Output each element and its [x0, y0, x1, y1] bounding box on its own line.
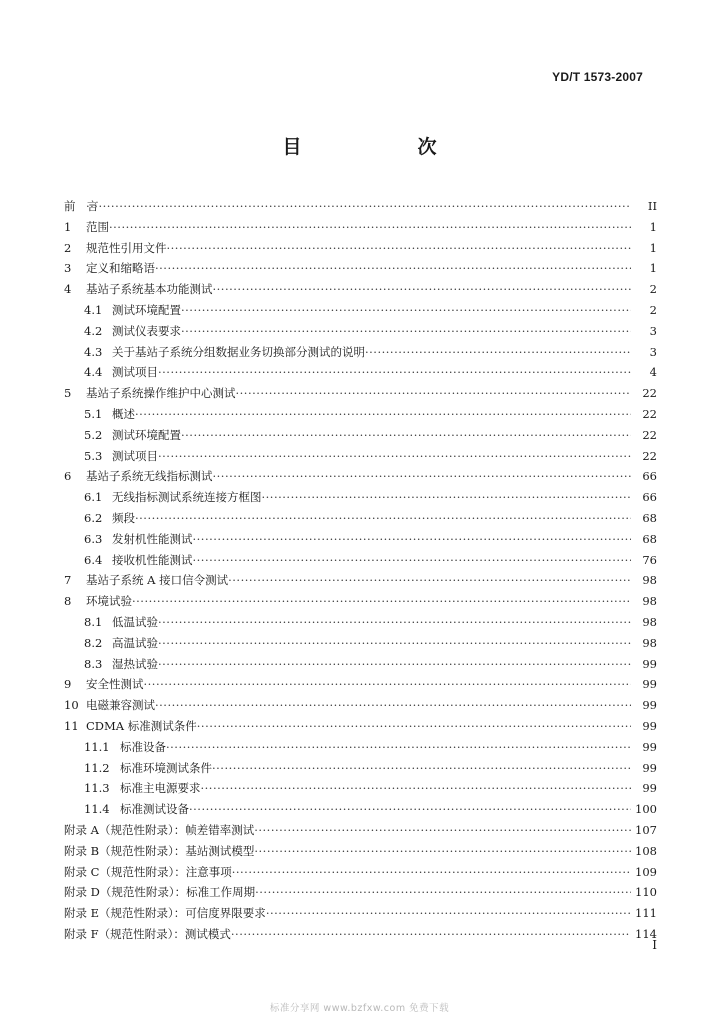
toc-entry[interactable]: [64, 383, 657, 404]
toc-entry-label: [64, 570, 631, 591]
toc-entry-title: 定义和缩略语: [86, 261, 155, 276]
toc-entry-number: 8.1: [84, 614, 103, 629]
toc-entry-number: 附录 B（规范性附录）：: [64, 843, 186, 858]
watermark: 标准分享网 www.bzfxw.com 免费下载: [269, 1003, 450, 1014]
toc-entry-page: 99: [641, 716, 657, 737]
toc-entry[interactable]: [64, 425, 657, 446]
toc-entry-label: [64, 758, 631, 779]
toc-entry-title: 高温试验: [112, 635, 158, 650]
toc-entry-title: 标准主电源要求: [120, 781, 201, 796]
toc-entry[interactable]: [64, 217, 657, 238]
toc-entry-page: 4: [649, 362, 657, 383]
toc-entry-title: 标准设备: [120, 739, 166, 754]
toc-entry-page: 22: [641, 383, 657, 404]
toc-entry-page: 99: [641, 654, 657, 675]
toc-entry-number: 6.3: [84, 531, 103, 546]
toc-entry-page: 66: [641, 487, 657, 508]
toc-entry-number: 6.2: [84, 510, 103, 525]
toc-entry-label: [64, 321, 631, 342]
toc-entry-page: 68: [641, 529, 657, 550]
toc-entry-label: [64, 217, 631, 238]
toc-entry-page: 99: [641, 737, 657, 758]
toc-entry-number: 4.3: [84, 344, 103, 359]
toc-entry-number: 6: [64, 469, 72, 484]
toc-entry-number: 5.1: [84, 406, 103, 421]
toc-entry-number: 1: [64, 219, 72, 234]
toc-entry-title: 关于基站子系统分组数据业务切换部分测试的说明: [112, 344, 365, 359]
toc-entry-title: 低温试验: [112, 614, 158, 629]
toc-entry[interactable]: [64, 196, 657, 217]
toc-entry[interactable]: [64, 529, 657, 550]
toc-entry-label: [64, 633, 631, 654]
toc-entry-number: 6.4: [84, 552, 103, 567]
toc-entry[interactable]: [64, 841, 657, 862]
toc-entry[interactable]: [64, 612, 657, 633]
toc-entry-page: 1: [649, 238, 657, 259]
toc-entry-title: 频段: [112, 510, 135, 525]
toc-entry-number: 11.4: [84, 802, 110, 817]
toc-entry-title: CDMA 标准测试条件: [86, 718, 197, 733]
toc-entry-label: [64, 550, 631, 571]
toc-entry-number: 3: [64, 261, 72, 276]
toc-entry-title: 基站子系统 A 接口信令测试: [86, 573, 229, 588]
toc-entry-title: 范围: [86, 219, 109, 234]
toc-entry[interactable]: [64, 924, 657, 945]
toc-entry-page: 109: [634, 862, 657, 883]
toc-entry-label: [64, 903, 631, 924]
toc-title: 目 次: [282, 136, 463, 158]
toc-entry-number: 4: [64, 282, 72, 297]
toc-entry-page: 100: [634, 799, 657, 820]
toc-entry-title: 标准环境测试条件: [120, 760, 212, 775]
toc-entry-page: 22: [641, 404, 657, 425]
toc-entry[interactable]: [64, 550, 657, 571]
toc-entry[interactable]: [64, 466, 657, 487]
toc-entry-number: 4.1: [84, 302, 103, 317]
toc-entry-page: 98: [641, 570, 657, 591]
toc-entry-page: 2: [649, 279, 657, 300]
toc-entry[interactable]: [64, 654, 657, 675]
toc-entry-number: 5: [64, 386, 72, 401]
table-of-contents: [64, 196, 657, 945]
toc-entry-label: [64, 778, 631, 799]
toc-entry[interactable]: [64, 570, 657, 591]
toc-entry-label: [64, 862, 631, 883]
toc-entry-title: 环境试验: [86, 594, 132, 609]
toc-entry-page: 98: [641, 612, 657, 633]
toc-entry-title: 发射机性能测试: [112, 531, 193, 546]
toc-entry-page: II: [647, 196, 657, 217]
toc-entry-number: 10: [64, 698, 79, 713]
toc-entry[interactable]: [64, 321, 657, 342]
toc-entry-label: [64, 529, 631, 550]
toc-entry-number: 5.2: [84, 427, 103, 442]
toc-entry-title: 无线指标测试系统连接方框图: [112, 490, 262, 505]
toc-entry-label: [64, 425, 631, 446]
toc-entry-number: 8.2: [84, 635, 103, 650]
toc-entry-title: 基站子系统操作维护中心测试: [86, 386, 236, 401]
toc-entry-title: 标准工作周期: [186, 885, 256, 900]
toc-entry-page: 98: [641, 633, 657, 654]
toc-entry-label: [64, 383, 631, 404]
toc-entry-number: 附录 C（规范性附录）：: [64, 864, 186, 879]
toc-entry[interactable]: [64, 862, 657, 883]
toc-entry-page: 98: [641, 591, 657, 612]
toc-entry-number: 5.3: [84, 448, 103, 463]
toc-entry-page: 108: [634, 841, 657, 862]
toc-entry-title: 测试环境配置: [112, 427, 181, 442]
toc-entry-label: [64, 799, 631, 820]
toc-entry[interactable]: [64, 820, 657, 841]
toc-entry-page: 68: [641, 508, 657, 529]
toc-entry-number: 附录 F（规范性附录）：: [64, 926, 185, 941]
toc-entry[interactable]: [64, 300, 657, 321]
toc-entry-title: 测试仪表要求: [112, 323, 181, 338]
toc-entry-number: 4.4: [84, 365, 103, 380]
toc-entry-label: [64, 238, 631, 259]
toc-entry-title: 概述: [112, 406, 135, 421]
toc-entry[interactable]: [64, 508, 657, 529]
toc-entry-label: [64, 924, 631, 945]
toc-entry[interactable]: [64, 633, 657, 654]
toc-entry[interactable]: [64, 778, 657, 799]
toc-entry-number: 2: [64, 240, 72, 255]
toc-entry-label: [64, 654, 631, 675]
toc-entry[interactable]: [64, 758, 657, 779]
toc-entry-number: 8.3: [84, 656, 103, 671]
toc-entry-page: 99: [641, 778, 657, 799]
page-number: I: [652, 938, 657, 952]
toc-entry-title: 测试环境配置: [112, 302, 181, 317]
toc-entry[interactable]: [64, 674, 657, 695]
toc-entry-label: [64, 737, 631, 758]
toc-entry-page: 107: [634, 820, 657, 841]
toc-entry-label: [64, 404, 631, 425]
toc-entry[interactable]: [64, 362, 657, 383]
toc-entry-title: 帧差错率测试: [185, 822, 255, 837]
toc-entry-number: 附录 A（规范性附录）：: [64, 822, 186, 837]
toc-entry[interactable]: [64, 258, 657, 279]
toc-entry-label: [64, 508, 631, 529]
toc-entry-title: 规范性引用文件: [86, 240, 167, 255]
toc-entry-page: 1: [649, 217, 657, 238]
toc-entry-title: 可信度界限要求: [185, 906, 266, 921]
toc-entry-title: 标准测试设备: [120, 802, 189, 817]
toc-entry[interactable]: [64, 404, 657, 425]
toc-entry-page: 1: [649, 258, 657, 279]
toc-entry-page: 66: [641, 466, 657, 487]
toc-entry-page: 99: [641, 758, 657, 779]
toc-entry[interactable]: [64, 591, 657, 612]
toc-entry-label: [64, 591, 631, 612]
toc-entry-number: 7: [64, 573, 72, 588]
toc-entry-label: [64, 258, 631, 279]
toc-entry-number: 11.3: [84, 781, 110, 796]
standard-code: YD/T 1573-2007: [552, 70, 643, 84]
toc-entry-page: 22: [641, 446, 657, 467]
toc-entry-number: 11.1: [84, 739, 110, 754]
toc-entry[interactable]: [64, 903, 657, 924]
toc-entry-title: 接收机性能测试: [112, 552, 193, 567]
toc-entry[interactable]: [64, 487, 657, 508]
toc-entry[interactable]: [64, 737, 657, 758]
toc-entry-title: 测试项目: [112, 365, 158, 380]
toc-entry-label: [64, 446, 631, 467]
toc-entry-label: [64, 820, 631, 841]
toc-entry-page: 22: [641, 425, 657, 446]
toc-entry-number: 11: [64, 718, 79, 733]
toc-entry-title: 安全性测试: [86, 677, 144, 692]
toc-entry-title: 湿热试验: [112, 656, 158, 671]
toc-entry-label: [64, 279, 631, 300]
toc-entry[interactable]: [64, 279, 657, 300]
toc-entry-number: 11.2: [84, 760, 110, 775]
toc-entry-number: 附录 D（规范性附录）：: [64, 885, 187, 900]
toc-entry-page: 2: [649, 300, 657, 321]
toc-entry-page: 3: [649, 342, 657, 363]
toc-entry[interactable]: [64, 342, 657, 363]
toc-entry-page: 3: [649, 321, 657, 342]
toc-entry[interactable]: [64, 799, 657, 820]
toc-entry-number: 8: [64, 594, 72, 609]
toc-entry-label: [64, 342, 631, 363]
toc-entry-title: 测试项目: [112, 448, 158, 463]
toc-entry[interactable]: [64, 716, 657, 737]
toc-entry-page: 114: [634, 924, 657, 945]
toc-entry-label: [64, 466, 631, 487]
toc-entry-page: 99: [641, 695, 657, 716]
toc-entry[interactable]: [64, 695, 657, 716]
toc-entry-label: [64, 300, 631, 321]
toc-entry[interactable]: [64, 446, 657, 467]
toc-entry-label: [64, 882, 631, 903]
toc-entry-number: 6.1: [84, 490, 103, 505]
toc-entry-label: [64, 612, 631, 633]
toc-entry-label: [64, 196, 631, 217]
toc-entry-label: [64, 674, 631, 695]
toc-entry-page: 111: [634, 903, 657, 924]
toc-entry-label: [64, 487, 631, 508]
toc-entry-page: 76: [641, 550, 657, 571]
toc-entry-title: 基站测试模型: [185, 843, 255, 858]
toc-entry-title: 测试模式: [184, 926, 231, 941]
toc-entry-label: [64, 716, 631, 737]
toc-entry-label: [64, 695, 631, 716]
toc-entry-label: [64, 841, 631, 862]
toc-entry-number: 4.2: [84, 323, 103, 338]
toc-entry-title: 注意事项: [185, 864, 232, 879]
toc-entry-title: 基站子系统基本功能测试: [86, 282, 213, 297]
toc-entry-number: 前 言: [64, 199, 99, 213]
toc-entry-page: 99: [641, 674, 657, 695]
toc-entry[interactable]: [64, 882, 657, 903]
toc-entry-number: 9: [64, 677, 72, 692]
toc-entry[interactable]: [64, 238, 657, 259]
toc-entry-label: [64, 362, 631, 383]
toc-entry-page: 110: [634, 882, 657, 903]
toc-entry-title: 电磁兼容测试: [86, 698, 155, 713]
toc-entry-title: 基站子系统无线指标测试: [86, 469, 213, 484]
toc-entry-number: 附录 E（规范性附录）：: [64, 906, 186, 921]
